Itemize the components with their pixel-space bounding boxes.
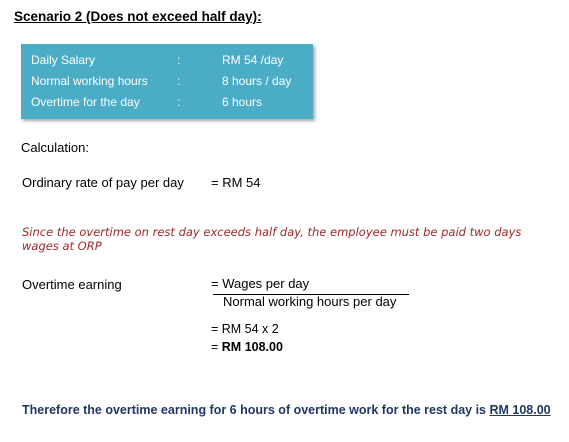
fraction-denominator: Normal working hours per day [223, 294, 397, 309]
result-prefix: = [211, 340, 222, 354]
info-value-daily-salary: RM 54 /day [222, 53, 284, 67]
info-box [21, 44, 313, 119]
calculation-step: = RM 54 x 2 [211, 322, 279, 336]
info-label-working-hours: Normal working hours [31, 74, 148, 88]
conclusion-amount: RM 108.00 [489, 403, 551, 417]
calculation-title: Calculation: [21, 140, 89, 155]
scenario-heading: Scenario 2 (Does not exceed half day): [14, 9, 262, 24]
info-colon: : [177, 74, 181, 88]
calculation-result [211, 340, 283, 354]
info-colon: : [177, 95, 181, 109]
info-label-overtime: Overtime for the day [31, 95, 140, 109]
ordinary-rate-label: Ordinary rate of pay per day [22, 175, 184, 190]
conclusion [22, 402, 557, 418]
info-value-overtime: 6 hours [222, 95, 263, 109]
result-amount: RM 108.00 [221, 340, 283, 354]
ordinary-rate-value: = RM 54 [211, 175, 261, 190]
fraction-numerator: = Wages per day [211, 276, 310, 291]
info-value-working-hours: 8 hours / day [222, 74, 292, 88]
overtime-earning-label: Overtime earning [22, 277, 122, 292]
conclusion-text: Therefore the overtime earning for 6 hours of overtime work for the rest day is [22, 403, 490, 417]
info-label-daily-salary: Daily Salary [31, 53, 96, 67]
rest-day-note: Since the overtime on rest day exceeds half day, the employee must be paid two days wages at ORP [22, 225, 522, 253]
info-colon: : [177, 53, 181, 67]
